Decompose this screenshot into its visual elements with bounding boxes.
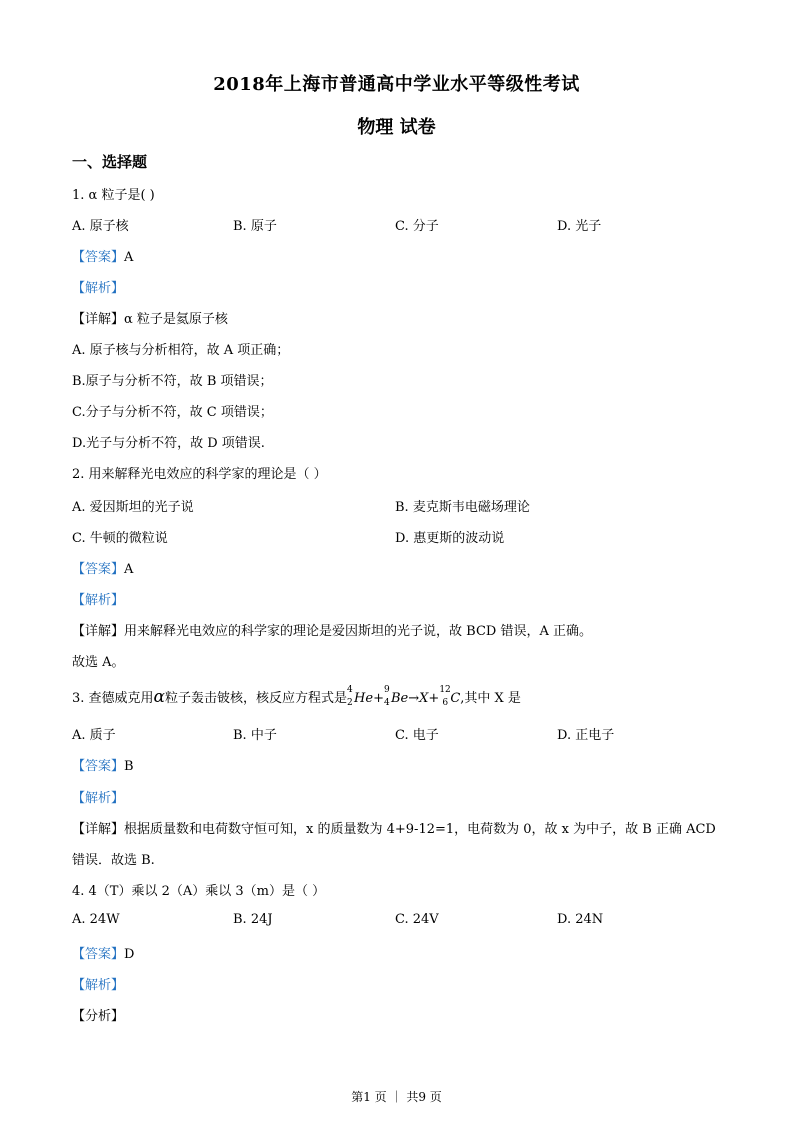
q4-analysis-tag: 【解析】 — [72, 978, 125, 993]
answer-value: D — [124, 947, 135, 962]
detail-text: α 粒子是氦原子核 — [124, 312, 228, 327]
detail-text: 根据质量数和电荷数守恒可知，x 的质量数为 4+9-12=1，电荷数为 0，故 x 为中子，故 B 正确 ACD — [124, 822, 716, 837]
detail-tag: 【详解】 — [72, 624, 125, 639]
answer-tag: 【答案】 — [72, 759, 125, 774]
answer-tag: 【答案】 — [72, 250, 125, 265]
q1-line-b: B.原子与分析不符，故 B 项错误； — [72, 374, 273, 389]
q3-detail — [72, 818, 716, 837]
page-footer: 第1 页 ｜ 共9 页 — [351, 1090, 442, 1104]
q1-line-a: A. 原子核与分析相符，故 A 项正确； — [72, 343, 290, 358]
q2-stem: 2. 用来解释光电效应的科学家的理论是（ ） — [72, 467, 327, 482]
answer-value: A — [124, 250, 134, 265]
q2-analysis-tag: 【解析】 — [72, 593, 125, 608]
carbon-nuclide: 12 6 C — [439, 685, 461, 708]
q1-option-a: A. 原子核 — [72, 219, 129, 234]
answer-tag: 【答案】 — [72, 562, 125, 577]
q4-stem: 4. 4（T）乘以 2（A）乘以 3（m）是（ ） — [72, 884, 326, 899]
q3-stem-post: ,其中 X 是 — [460, 691, 521, 706]
q3-stem-pre: 3. 查德威克用 — [72, 691, 154, 706]
q3-stem — [72, 687, 521, 707]
q4-answer — [72, 943, 134, 962]
q3-answer — [72, 755, 134, 774]
q3-analysis-tag: 【解析】 — [72, 791, 125, 806]
q2-option-b: B. 麦克斯韦电磁场理论 — [395, 500, 530, 515]
q1-detail — [72, 308, 228, 327]
q3-option-d: D. 正电子 — [557, 728, 615, 743]
q2-option-c: C. 牛顿的微粒说 — [72, 531, 168, 546]
detail-text: 用来解释光电效应的科学家的理论是爱因斯坦的光子说，故 BCD 错误，A 正确。 — [124, 624, 592, 639]
q2-answer — [72, 558, 133, 577]
q1-option-c: C. 分子 — [395, 219, 439, 234]
q2-option-d: D. 惠更斯的波动说 — [395, 531, 505, 546]
q1-stem: 1. α 粒子是( ) — [72, 188, 155, 203]
q1-option-d: D. 光子 — [557, 219, 602, 234]
q3-stem-mid: 粒子轰击铍核，核反应方程式是 — [165, 691, 348, 706]
q1-line-d: D.光子与分析不符，故 D 项错误. — [72, 436, 265, 451]
detail-tag: 【详解】 — [72, 312, 125, 327]
q3-option-a: A. 质子 — [72, 728, 116, 743]
detail-tag: 【详解】 — [72, 822, 125, 837]
page-subtitle: 物理 试卷 — [357, 117, 436, 138]
q2-option-a: A. 爱因斯坦的光子说 — [72, 500, 194, 515]
q4-option-b: B. 24J — [233, 912, 273, 927]
q4-option-c: C. 24V — [395, 912, 439, 927]
q4-option-a: A. 24W — [72, 912, 120, 927]
q1-analysis-tag: 【解析】 — [72, 281, 125, 296]
page-title: 2018年上海市普通高中学业水平等级性考试 — [213, 74, 580, 95]
q1-answer — [72, 246, 133, 265]
q2-detail — [72, 620, 592, 639]
q3-option-c: C. 电子 — [395, 728, 439, 743]
q2-conclusion: 故选 A。 — [72, 655, 125, 670]
q3-option-b: B. 中子 — [233, 728, 277, 743]
q3-detail-cont: 错误．故选 B. — [72, 853, 155, 868]
nuclear-equation: 4 2 He+ 9 4 Be→X+ 12 6 C — [347, 685, 461, 708]
q4-fenxi-tag: 【分析】 — [72, 1009, 125, 1024]
answer-value: B — [124, 759, 134, 774]
section-heading: 一、选择题 — [72, 153, 148, 171]
q1-line-c: C.分子与分析不符，故 C 项错误； — [72, 405, 273, 420]
beryllium-nuclide: 9 4 Be — [383, 685, 409, 708]
q1-option-b: B. 原子 — [233, 219, 277, 234]
q4-option-d: D. 24N — [557, 912, 604, 927]
answer-value: A — [124, 562, 134, 577]
alpha-symbol: α — [153, 687, 166, 707]
answer-tag: 【答案】 — [72, 947, 125, 962]
helium-nuclide: 4 2 He — [347, 685, 374, 708]
